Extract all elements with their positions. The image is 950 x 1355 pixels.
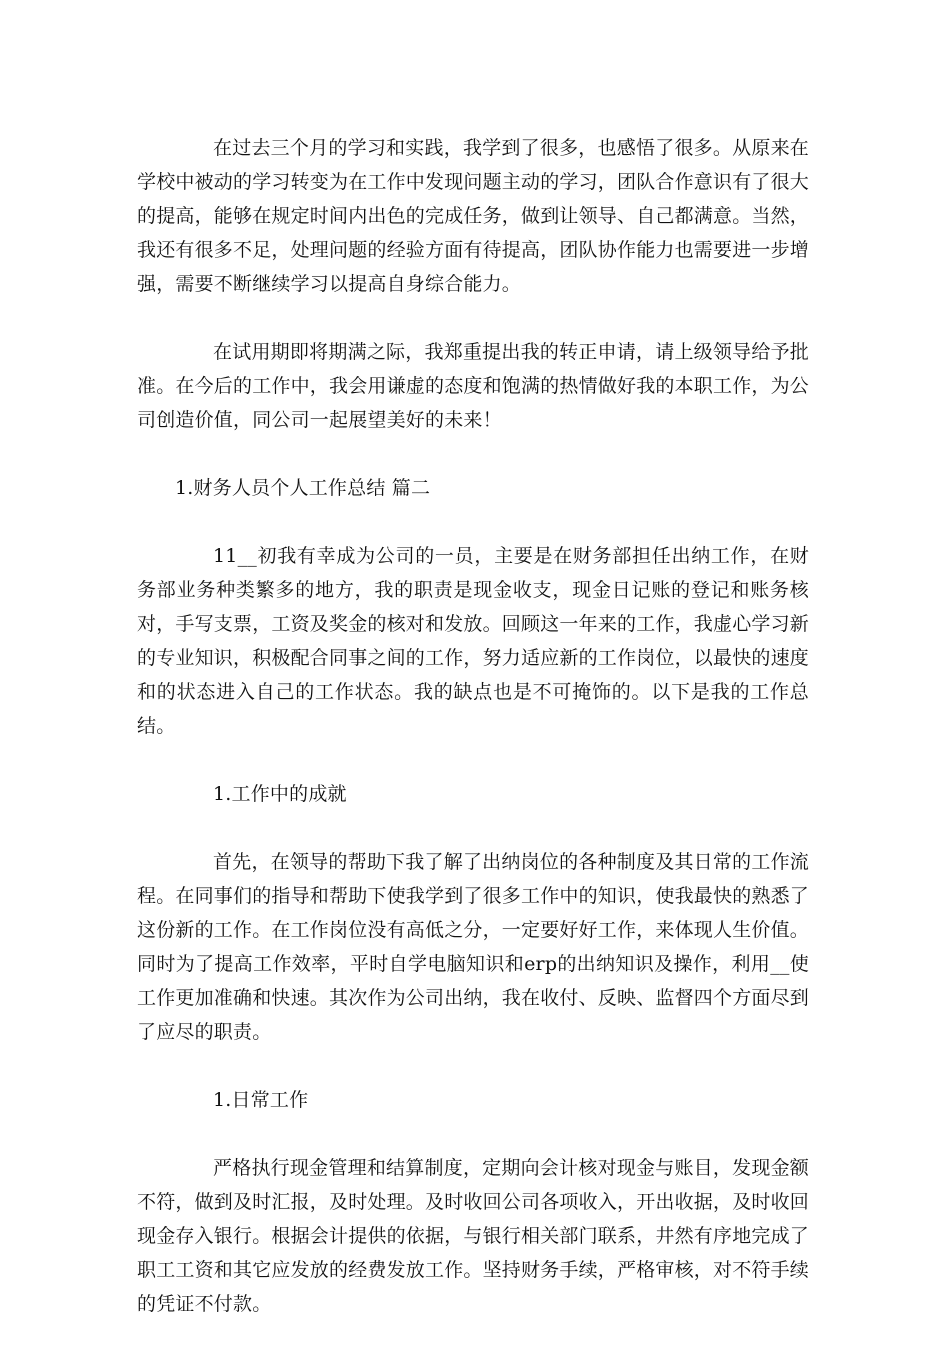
paragraph-confirmation-request: 在试用期即将期满之际，我郑重提出我的转正申请，请上级领导给予批准。在今后的工作中，我会用谦虚的态度和饱满的热情做好我的本职工作，为公司创造价值，同公司一起展望美好的未来！ <box>137 341 810 431</box>
paragraph-achievements: 首先，在领导的帮助下我了解了出纳岗位的各种制度及其日常的工作流程。在同事们的指导和帮助下使我学到了很多工作中的知识，使我最快的熟悉了这份新的工作。在工作岗位没有高低之分，一定要好好工作，来体现人生价值。同时为了提高工作效率，平时自学电脑知识和erp的出纳知识及操作，利用__使工作更加准确和快速。其次作为公司出纳，我在收付、反映、监督四个方面尽到了应尽的职责。 <box>137 851 810 1043</box>
paragraph-cashier-intro: 11__初我有幸成为公司的一员，主要是在财务部担任出纳工作，在财务部业务种类繁多的地方，我的职责是现金收支，现金日记账的登记和账务核对，手写支票，工资及奖金的核对和发放。回顾这一年来的工作，我虚心学习新的专业知识，积极配合同事之间的工作，努力适应新的工作岗位，以最快的速度和的状态进入自己的工作状态。我的缺点也是不可掩饰的。以下是我的工作总结。 <box>137 545 810 737</box>
section-heading: 1.财务人员个人工作总结 篇二 <box>175 477 431 499</box>
paragraph-daily-work: 严格执行现金管理和结算制度，定期向会计核对现金与账目，发现金额不符，做到及时汇报，及时处理。及时收回公司各项收入，开出收据，及时收回现金存入银行。根据会计提供的依据，与银行相关部门联系，井然有序地完成了职工工资和其它应发放的经费发放工作。坚持财务手续，严格审核，对不符手续的凭证不付款。 <box>137 1157 810 1315</box>
paragraph-probation-reflection: 在过去三个月的学习和实践，我学到了很多，也感悟了很多。从原来在学校中被动的学习转变为在工作中发现问题主动的学习，团队合作意识有了很大的提高，能够在规定时间内出色的完成任务，做到让领导、自己都满意。当然，我还有很多不足，处理问题的经验方面有待提高，团队协作能力也需要进一步增强，需要不断继续学习以提高自身综合能力。 <box>137 137 810 295</box>
subheading-daily-work: 1.日常工作 <box>213 1089 309 1111</box>
subheading-achievements: 1.工作中的成就 <box>213 783 347 805</box>
document-body <box>137 131 809 1355</box>
